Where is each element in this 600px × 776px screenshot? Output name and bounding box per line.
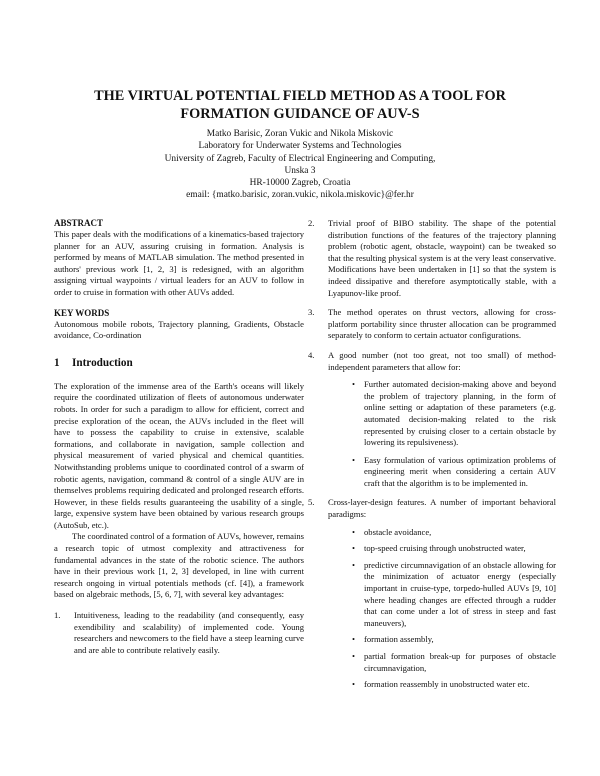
advantage-text: A good number (not too great, not too small) of method-independent parameters that allow for: (328, 349, 556, 372)
advantage-number: 2. (308, 218, 315, 228)
advantage-number: 4. (308, 349, 315, 360)
abstract-text: This paper deals with the modifications of a kinematics-based trajectory planner for an AUV, assuring cruising in formation. Analysis is performed by means of MATLAB simulation. The method presented in authors' previous work [1, 2, 3] is redesigned, with an algorithm assigning virtual waypoints / virtual leaders for an AUV to follow in order to cruise in formation with other AUVs added. (54, 229, 304, 297)
bullet-icon: • (352, 634, 356, 645)
keywords-heading: KEY WORDS (54, 307, 110, 318)
list-item (350, 560, 556, 630)
advantage-item-4 (308, 350, 556, 490)
advantage-item-5 (308, 497, 556, 690)
bullet-text: top-speed cruising through unobstructed water, (364, 543, 526, 554)
advantage-number: 3. (308, 307, 315, 318)
intro-paragraph-2: The coordinated control of a formation of AUVs, however, remains a research topic of utmost complexity and attractiveness for fundamental advances in the state of the robotic science. The authors have in their previous work [1, 2, 3] developed, in line with current research ongoing in virtual potentials methods (cf. [4]), a framework based on algebraic methods, [5, 6, 7], with several key advantages: (54, 531, 304, 600)
affiliation-university: University of Zagreb, Faculty of Electrical Engineering and Computing, (164, 153, 436, 164)
advantage-item-2 (308, 218, 556, 299)
bullet-icon: • (352, 651, 356, 661)
author-block (100, 128, 500, 202)
item4-bullet-list (328, 379, 556, 489)
list-item (350, 651, 556, 674)
keywords-text: Autonomous mobile robots, Trajectory planning, Gradients, Obstacle avoidance, Co-ordination (54, 318, 304, 341)
advantage-number: 5. (308, 497, 315, 508)
bullet-text: Easy formulation of various optimization problems of engineering merit when considering a certain AUV craft that the algorithm is to be implemented in. (364, 454, 556, 488)
list-item (350, 455, 556, 490)
intro-paragraph-1: The exploration of the immense area of the Earth's oceans will likely require the coordinated utilization of fleets of autonomous underwater robots. In order for such a paradigm to allow for efficient, correct and precise exploration of the ocean, the AUVs included in the fleet will have to possess the capability to cruise in extensive, scalable formations, and collaborate in navigation, sample collection and physical measurement of varied physical and chemical quantities. Notwithstanding problems unique to coordinated control of a swarm of robotic agents, navigation, command & control of a single AUV are in themselves problems requiring dedicated and prolonged research efforts. However, in these fields results guaranteeing the usability of a single, large, expensive system have been obtained by various research groups (AutoSub, etc.). (54, 380, 304, 530)
section-number: 1 (54, 356, 60, 369)
author-names: Matko Barisic, Zoran Vukic and Nikola Miskovic (206, 129, 394, 139)
advantage-text: Trivial proof of BIBO stability. The shape of the potential distribution functions of the features of the trajectory planning problem (robotic agent, obstacle, waypoint) can be tweaked so that the resulting physical system is at the very least conservative. Modifications have been undertaken in [1] so that the system is indeed dissipative and therefore asymptotically stable, with a Lyapunov-like proof. (328, 218, 556, 298)
advantages-list-start (54, 610, 304, 656)
advantage-item-1 (54, 610, 304, 656)
title-line-2: FORMATION GUIDANCE OF AUV-S (180, 106, 420, 122)
bullet-text: formation assembly, (364, 634, 434, 645)
paper-title (60, 87, 540, 123)
bullet-icon: • (352, 454, 356, 465)
bullet-text: predictive circumnavigation of an obstacle allowing for the minimization of actuator energy (especially important in cruise-type, torpedo-hulled AUVs [9, 10] where heading changes are effected through a rudder that can come under a lot of stress in steep and fast maneuvers), (364, 559, 556, 628)
advantage-number: 1. (54, 610, 61, 621)
advantage-item-3 (308, 307, 556, 342)
address-street: Unska 3 (284, 165, 316, 176)
bullet-icon: • (352, 679, 356, 690)
advantage-text: The method operates on thrust vectors, allowing for cross-platform portability since thruster allocation can be programmed separately to conform to certain actuator configurations. (328, 307, 556, 341)
section-title: Introduction (72, 356, 133, 369)
bullet-text: formation reassembly in unobstructed water etc. (364, 679, 530, 690)
bullet-icon: • (352, 559, 356, 570)
left-column (54, 218, 304, 656)
address-city: HR-10000 Zagreb, Croatia (249, 178, 351, 189)
bullet-text: obstacle avoidance, (364, 526, 432, 537)
section-heading-introduction (54, 356, 304, 370)
list-item (350, 379, 556, 449)
list-item (350, 527, 556, 539)
item5-bullet-list (328, 527, 556, 691)
bullet-text: Further automated decision-making above and beyond the problem of trajectory planning, in the form of online setting or adaptation of these parameters (e.g. automated decision-making related to the risk represented by cruising closer to a certain obstacle by lowering its repulsiveness). (364, 379, 556, 448)
right-column (308, 218, 556, 691)
list-item (350, 679, 556, 691)
advantages-list-continued (308, 218, 556, 691)
advantage-text: Cross-layer-design features. A number of important behavioral paradigms: (328, 497, 556, 520)
title-line-1: THE VIRTUAL POTENTIAL FIELD METHOD AS A TOOL FOR (94, 88, 506, 104)
bullet-icon: • (352, 379, 356, 390)
list-item (350, 543, 556, 555)
bullet-text: partial formation break-up for purposes of obstacle circumnavigation, (364, 651, 556, 673)
advantage-text: Intuitiveness, leading to the readability (and consequently, easy exendibility and scalability) of implemented code. Young researchers and newcomers to the field have a steep learning curve and are able to contribute relatively easily. (74, 610, 304, 655)
bullet-icon: • (352, 526, 356, 537)
list-item (350, 634, 556, 646)
abstract-heading: ABSTRACT (54, 218, 104, 228)
author-email: email: {matko.barisic, zoran.vukic, nikola.miskovic}@fer.hr (186, 190, 414, 201)
bullet-icon: • (352, 543, 356, 554)
affiliation-lab: Laboratory for Underwater Systems and Technologies (198, 141, 402, 152)
